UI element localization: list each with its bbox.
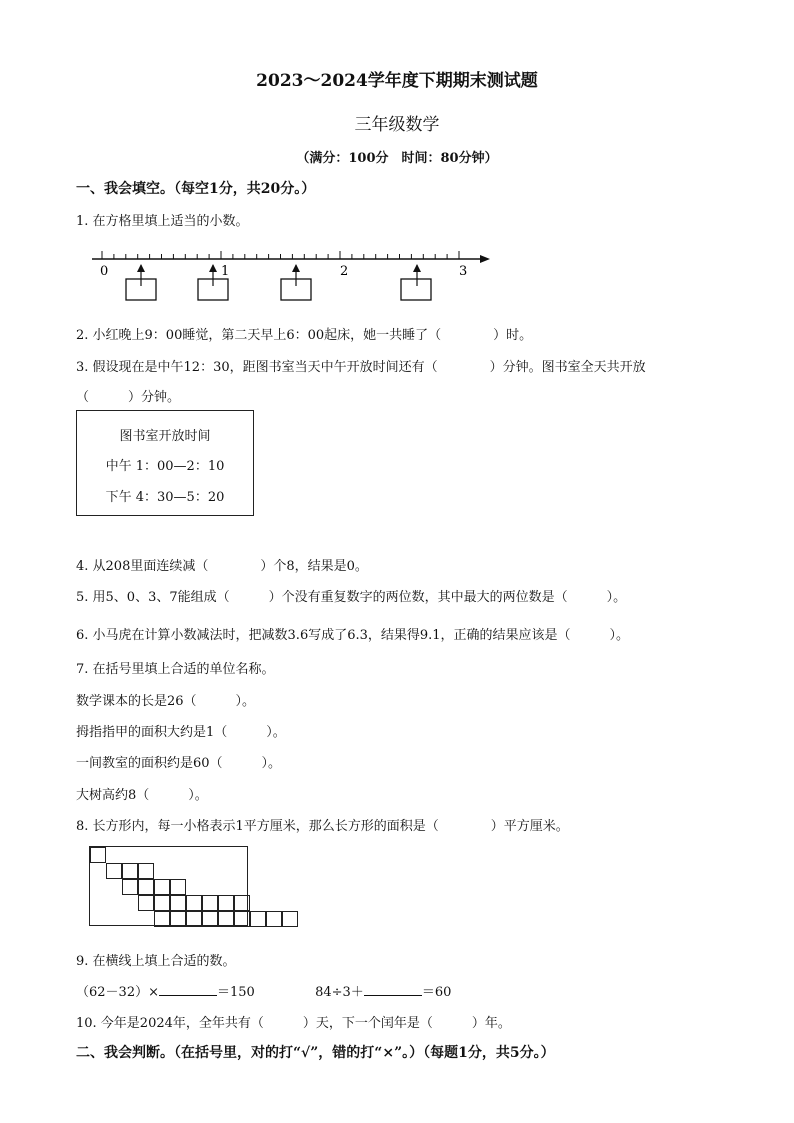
q9-blank-1[interactable] [159,985,217,996]
page-subtitle: 三年级数学 [354,115,440,135]
grid-cell [138,863,154,879]
grid-cell [202,895,218,911]
page-title: 2023～2024学年度下期期末测试题 [256,71,538,91]
q10-text: 10. 今年是2024年，全年共有（ ）天，下一个闰年是（ ）年。 [76,1016,511,1031]
q3-line1: 3. 假设现在是中午12：30，距图书室当天中午开放时间还有（ ）分钟。图书室全天共开放 [76,360,646,375]
grid-cell [250,911,266,927]
q2-text: 2. 小红晚上9：00睡觉，第二天早上6：00起床，她一共睡了（ ）时。 [76,328,533,343]
q7-item-b: 拇指指甲的面积大约是1（ ）。 [76,725,286,740]
grid-cell [202,911,218,927]
exam-meta: （满分：100分 时间：80分钟） [296,151,498,166]
number-line-label-3: 3 [459,264,468,279]
q7-item-d: 大树高约8（ ）。 [76,788,208,803]
grid-cell [154,911,170,927]
answer-box-4[interactable] [401,279,431,300]
grid-cell [106,863,122,879]
grid-cell [122,863,138,879]
grid-cell [138,895,154,911]
grid-cell [218,895,234,911]
library-hours-row2: 下午 4：30—5：20 [105,490,225,505]
grid-cell [170,879,186,895]
q9-expr1-right: ＝150 [216,985,255,1000]
q7-item-a: 数学课本的长是26（ ）。 [76,694,256,709]
q7-item-c: 一间教室的面积约是60（ ）。 [76,756,282,771]
q9-expressions [76,981,451,1000]
q7-text: 7. 在括号里填上合适的单位名称。 [76,662,275,677]
grid-cell [154,895,170,911]
grid-cell [138,879,154,895]
library-hours-table [76,410,254,516]
library-hours-title: 图书室开放时间 [119,429,211,444]
q9-expr1-left: （62－32）× [76,985,159,1000]
section1-heading: 一、我会填空。（每空1分，共20分。） [76,181,316,197]
grid-cell [234,911,250,927]
grid-cell [154,879,170,895]
number-line [88,246,493,306]
q5-text: 5. 用5、0、3、7能组成（ ）个没有重复数字的两位数，其中最大的两位数是（ ）。 [76,590,627,605]
q9-expr2-right: ＝60 [421,985,452,1000]
q3-line2: （ ）分钟。 [76,390,181,405]
grid-cell [186,911,202,927]
q9-expr2-left: 84÷3＋ [315,985,364,1000]
grid-cell [186,895,202,911]
q1-text: 1. 在方格里填上适当的小数。 [76,214,249,229]
q9-text: 9. 在横线上填上合适的数。 [76,954,236,969]
section2-heading: 二、我会判断。（在括号里，对的打“√”，错的打“×”。）（每题1分，共5分。） [76,1045,555,1061]
grid-cell [170,895,186,911]
grid-cell [266,911,282,927]
q8-text: 8. 长方形内，每一小格表示1平方厘米，那么长方形的面积是（ ）平方厘米。 [76,819,569,834]
q4-text: 4. 从208里面连续减（ ）个8，结果是0。 [76,559,368,574]
grid-cell [170,911,186,927]
grid-cell [90,847,106,863]
q9-blank-2[interactable] [364,985,422,996]
library-hours-row1: 中午 1：00—2：10 [105,459,225,474]
grid-cell [122,879,138,895]
number-line-label-0: 0 [100,264,109,279]
grid-cell [234,895,250,911]
grid-cell [218,911,234,927]
number-line-label-1: 1 [221,264,230,279]
q6-text: 6. 小马虎在计算小数减法时，把减数3.6写成了6.3，结果得9.1，正确的结果应该是（ ）。 [76,628,630,643]
grid-cell [282,911,298,927]
number-line-label-2: 2 [340,264,349,279]
rectangle-grid [89,846,248,926]
